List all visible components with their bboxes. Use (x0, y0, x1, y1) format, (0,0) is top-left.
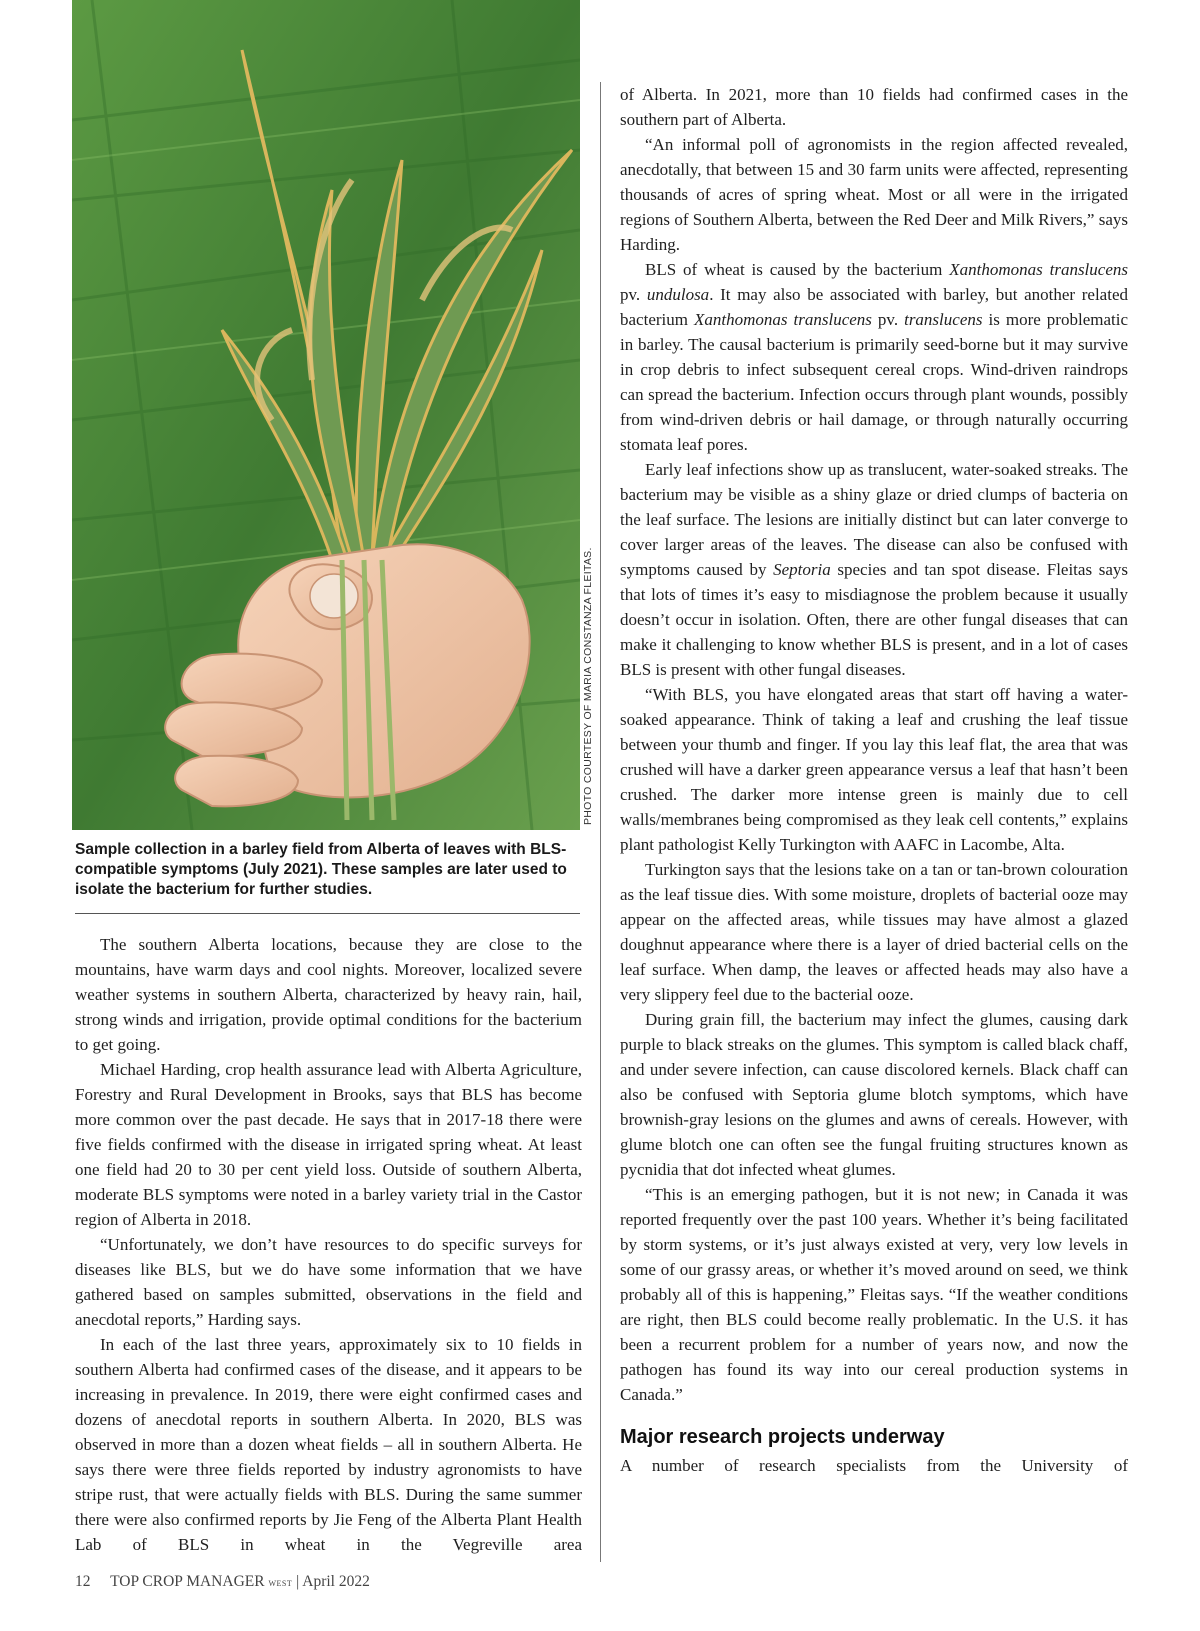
body-paragraph: In each of the last three years, approximately six to 10 fields in southern Alberta had confirmed cases of the disease, and it appears to be increasing in prevalence. In 2019, there were eight confirmed cases and dozens of anecdotal reports in southern Alberta. In 2020, BLS was observed in more than a dozen wheat fields – all in southern Alberta. He says there were three fields reported by industry agronomists to have stripe rust, that were actually fields with BLS. During the same summer there were also confirmed reports by Jie Feng of the Alberta Plant Health Lab of BLS in wheat in the Vegreville area (75, 1335, 582, 1554)
text-run: species and tan spot disease. Fleitas says that lots of times it’s easy to misdiagnose the problem because it usually doesn’t occur in isolation. Often, there are other fungal diseases that can make it challenging to know whether BLS is present, and in a lot of cases BLS is present with other fungal diseases. (620, 560, 1128, 679)
magazine-name: TOP CROP MANAGER (110, 1573, 265, 1590)
left-column (75, 932, 582, 1557)
text-run: BLS of wheat is caused by the bacterium (645, 260, 950, 279)
body-paragraph: Michael Harding, crop health assurance lead with Alberta Agriculture, Forestry and Rural Development in Brooks, says that BLS has become more common over the past decade. He says that in 2017-18 there were five fields confirmed with the disease in irrigated spring wheat. At least one field had 20 to 30 per cent yield loss. Outside of southern Alberta, moderate BLS symptoms were noted in a barley variety trial in the Castor region of Alberta in 2018. (75, 1060, 582, 1229)
body-paragraph: “With BLS, you have elongated areas that start off having a water-soaked appearance. Think of taking a leaf and crushing the leaf tissue between your thumb and finger. If you lay this leaf flat, the area that was crushed will have a darker green appearance versus a leaf that hasn’t been crushed. The darker more intense green is mainly due to cell walls/membranes being compromised as they leak cell contents,” explains plant pathologist Kelly Turkington with AAFC in Lacombe, Alta. (620, 685, 1128, 854)
body-paragraph (620, 457, 1128, 682)
body-paragraph (620, 257, 1128, 457)
article-photo (72, 0, 580, 830)
issue-date: April 2022 (302, 1573, 370, 1590)
body-paragraph: of Alberta. In 2021, more than 10 fields had confirmed cases in the southern part of Alberta. (620, 85, 1128, 129)
body-paragraph: The southern Alberta locations, because they are close to the mountains, have warm days and cool nights. Moreover, localized severe weather systems in southern Alberta, characterized by heavy rain, hail, strong winds and irrigation, provide optimal conditions for the bacterium to get going. (75, 935, 582, 1054)
section-subheading: Major research projects underway (620, 1426, 945, 1448)
page-number: 12 (75, 1573, 91, 1590)
photo-credit: PHOTO COURTESY OF MARIA CONSTANZA FLEITAS. (582, 547, 594, 825)
text-run: pv. (620, 285, 647, 304)
body-paragraph: “This is an emerging pathogen, but it is not new; in Canada it was reported frequently over the past 100 years. Whether it’s being facilitated by storm systems, or it’s just always existed at very, very low levels in some of our grassy areas, or whether it’s moved around on seed, we think probably all of this is happening,” Fleitas says. “If the weather conditions are right, then BLS could become really problematic. In the U.S. it has been a recurrent problem for a number of years now, and now the pathogen has found its way into our cereal production systems in Canada.” (620, 1185, 1128, 1404)
genus-name: Septoria (773, 560, 831, 579)
body-paragraph: Turkington says that the lesions take on a tan or tan-brown colouration as the leaf tissue dies. With some moisture, droplets of bacterial ooze may appear on the affected areas, while tissues may have almost a glazed doughnut appearance where there is a layer of dried bacterial cells on the leaf surface. When damp, the leaves or affected heads may also have a very slippery feel due to the bacterial ooze. (620, 860, 1128, 1004)
page-footer (75, 1573, 370, 1591)
pathovar-name: undulosa (646, 285, 710, 304)
body-paragraph: “An informal poll of agronomists in the region affected revealed, anecdotally, that between 15 and 30 farm units were affected, representing thousands of acres of spring wheat. Most or all were in the irrigated regions of Southern Alberta, between the Red Deer and Milk Rivers,” says Harding. (620, 135, 1128, 254)
body-paragraph: During grain fill, the bacterium may infect the glumes, causing dark purple to black streaks on the glumes. This symptom is called black chaff, and under severe infection, can cause discolored kernels. Black chaff can also be confused with Septoria glume blotch symptoms, which have brownish-gray lesions on the glumes and awns of cereals. However, with glume blotch one can often see the fungal fruiting structures known as pycnidia that dot infected wheat glumes. (620, 1010, 1128, 1179)
pathovar-name: translucens (904, 310, 983, 329)
text-run: . It may also be associated with barley, but another related bacterium (620, 285, 1128, 329)
species-name: Xanthomonas translucens (949, 260, 1128, 279)
species-name: Xanthomonas translucens (694, 310, 872, 329)
body-paragraph: A number of research specialists from the University of (620, 1456, 1128, 1475)
caption-divider (75, 913, 580, 914)
body-paragraph: “Unfortunately, we don’t have resources to do specific surveys for diseases like BLS, but we do have some information that we have gathered based on samples submitted, observations in the field and anecdotal reports,” Harding says. (75, 1235, 582, 1329)
text-run: Early leaf infections show up as translucent, water-soaked streaks. The bacterium may be visible as a shiny glaze or dried clumps of bacteria on the leaf surface. The lesions are initially distinct but can later converge to cover larger areas of the leaves. The disease can also be confused with symptoms caused by (620, 460, 1128, 579)
right-column (620, 82, 1128, 1478)
edition-label: west (268, 1575, 293, 1589)
column-divider (600, 82, 601, 1562)
photo-caption: Sample collection in a barley field from Alberta of leaves with BLS-compatible symptoms (July 2021). These samples are later used to isolate the bacterium for further studies. (75, 841, 567, 898)
text-run: is more problematic in barley. The causal bacterium is primarily seed-borne but it may survive in crop debris to infect subsequent cereal crops. Wind-driven raindrops can spread the bacterium. Infection occurs through plant wounds, possibly from wind-driven debris or hail damage, or through naturally occurring stomata leaf pores. (620, 310, 1128, 454)
barley-leaves-illustration (72, 0, 580, 830)
footer-separator: | (296, 1573, 300, 1590)
text-run: pv. (871, 310, 905, 329)
